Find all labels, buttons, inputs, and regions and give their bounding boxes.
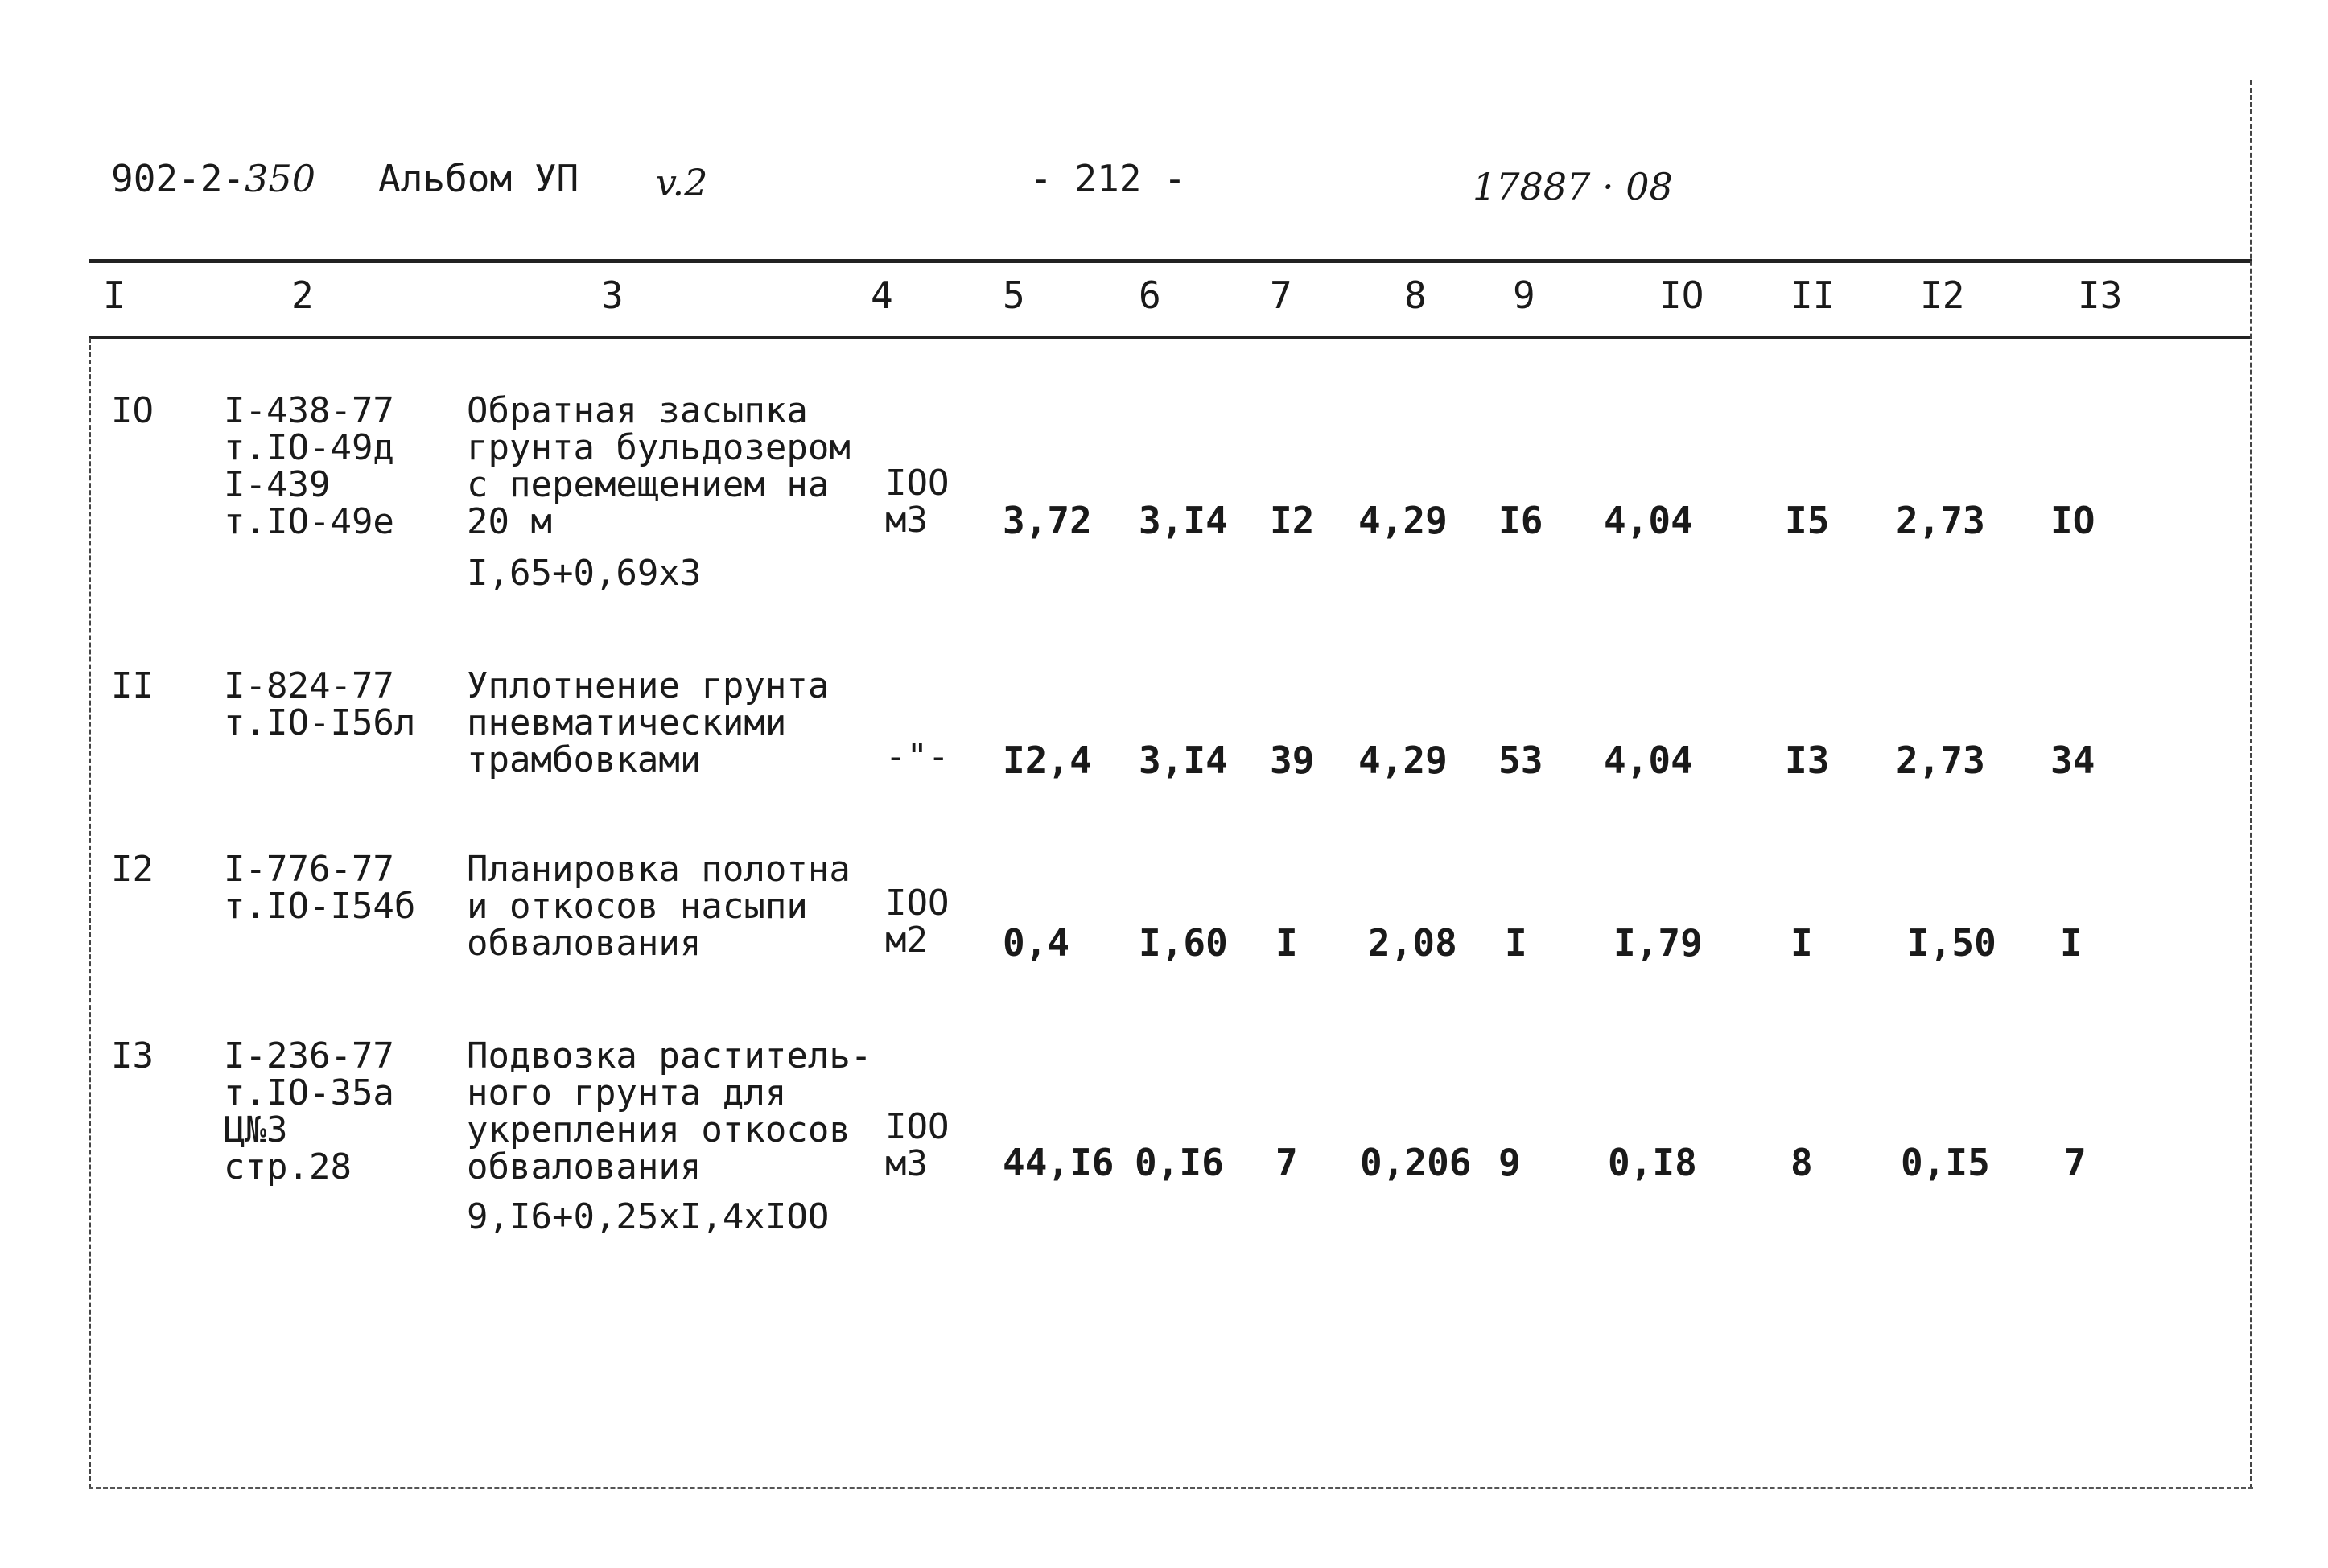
unit: -"- — [885, 736, 950, 777]
value-col9: 53 — [1498, 739, 1543, 782]
page-number: - 212 - — [1030, 157, 1186, 200]
volume-handwritten: v.2 — [656, 161, 708, 204]
value-col13: IO — [2050, 499, 2095, 542]
column-number-2: 2 — [291, 274, 314, 317]
value-col12: I,50 — [1907, 921, 1996, 965]
unit: IOO м2 — [885, 883, 950, 961]
value-col11: I5 — [1785, 499, 1830, 542]
row-number: IO — [111, 390, 154, 431]
value-col6: 3,I4 — [1139, 739, 1228, 782]
value-col8: 2,08 — [1368, 921, 1457, 965]
series-handwritten: 350 — [245, 157, 315, 200]
column-number-11: II — [1790, 274, 1836, 317]
row-number: I3 — [111, 1035, 154, 1076]
work-description: Подвозка раститель- ного грунта для укрепления откосов обвалования — [467, 1035, 872, 1187]
column-number-4: 4 — [871, 274, 893, 317]
work-description: Уплотнение грунта пневматическими трамбовками — [467, 665, 830, 780]
row-number: II — [111, 665, 154, 706]
norm-code: I-236-77 т.IO-35а Ц№3 стр.28 — [224, 1035, 394, 1187]
value-col9: 9 — [1498, 1141, 1521, 1184]
frame-bottom-border — [89, 1487, 2253, 1489]
frame-right-border — [2250, 80, 2252, 1488]
value-col8: 0,206 — [1360, 1141, 1472, 1184]
value-col10: 4,04 — [1604, 739, 1693, 782]
value-col13: I — [2060, 921, 2083, 965]
column-number-5: 5 — [1003, 274, 1025, 317]
column-number-12: I2 — [1920, 274, 1965, 317]
series-prefix: 902-2- — [111, 157, 245, 200]
header-top-rule — [89, 259, 2252, 263]
value-col9: I6 — [1498, 499, 1543, 542]
value-col12: 2,73 — [1896, 739, 1985, 782]
column-number-9: 9 — [1513, 274, 1535, 317]
value-col13: 34 — [2050, 739, 2095, 782]
norm-code: I-438-77 т.IO-49д I-439 т.IO-49е — [224, 390, 394, 542]
value-col12: 0,I5 — [1901, 1141, 1990, 1184]
value-col12: 2,73 — [1896, 499, 1985, 542]
work-description: Планировка полотна и откосов насыпи обвалования — [467, 849, 851, 964]
value-col5: 0,4 — [1003, 921, 1070, 965]
frame-left-border — [89, 338, 91, 1488]
album-label: Альбом УП — [378, 157, 579, 200]
header-bottom-rule — [89, 336, 2252, 339]
value-col6: 0,I6 — [1135, 1141, 1224, 1184]
value-col5: 3,72 — [1003, 499, 1092, 542]
column-number-1: I — [103, 274, 126, 317]
unit: IOO м3 — [885, 1106, 950, 1184]
column-number-7: 7 — [1270, 274, 1292, 317]
row-number: I2 — [111, 849, 154, 890]
value-col9: I — [1505, 921, 1527, 965]
value-col7: 39 — [1270, 739, 1315, 782]
value-col8: 4,29 — [1358, 739, 1448, 782]
value-col5: I2,4 — [1003, 739, 1092, 782]
value-col6: 3,I4 — [1139, 499, 1228, 542]
value-col11: I — [1790, 921, 1813, 965]
document-number-handwritten: 17887 · 08 — [1473, 165, 1673, 208]
value-col10: 0,I8 — [1608, 1141, 1697, 1184]
column-number-8: 8 — [1404, 274, 1427, 317]
work-description: Обратная засыпка грунта бульдозером с перемещением на 20 м — [467, 390, 851, 542]
work-formula: 9,I6+0,25хI,4хIOO — [467, 1196, 830, 1237]
value-col11: I3 — [1785, 739, 1830, 782]
column-number-13: I3 — [2078, 274, 2123, 317]
value-col7: I — [1275, 921, 1298, 965]
value-col10: 4,04 — [1604, 499, 1693, 542]
value-col13: 7 — [2064, 1141, 2087, 1184]
value-col7: 7 — [1275, 1141, 1298, 1184]
value-col8: 4,29 — [1358, 499, 1448, 542]
value-col11: 8 — [1790, 1141, 1813, 1184]
norm-code: I-776-77 т.IO-I54б — [224, 849, 416, 927]
document-series — [111, 157, 315, 200]
norm-code: I-824-77 т.IO-I56л — [224, 665, 416, 743]
column-number-10: IO — [1659, 274, 1704, 317]
column-number-3: 3 — [601, 274, 624, 317]
value-col7: I2 — [1270, 499, 1315, 542]
value-col5: 44,I6 — [1003, 1141, 1115, 1184]
value-col10: I,79 — [1613, 921, 1703, 965]
value-col6: I,60 — [1139, 921, 1228, 965]
unit: IOO м3 — [885, 463, 950, 541]
column-number-6: 6 — [1139, 274, 1161, 317]
work-formula: I,65+0,69х3 — [467, 553, 702, 594]
